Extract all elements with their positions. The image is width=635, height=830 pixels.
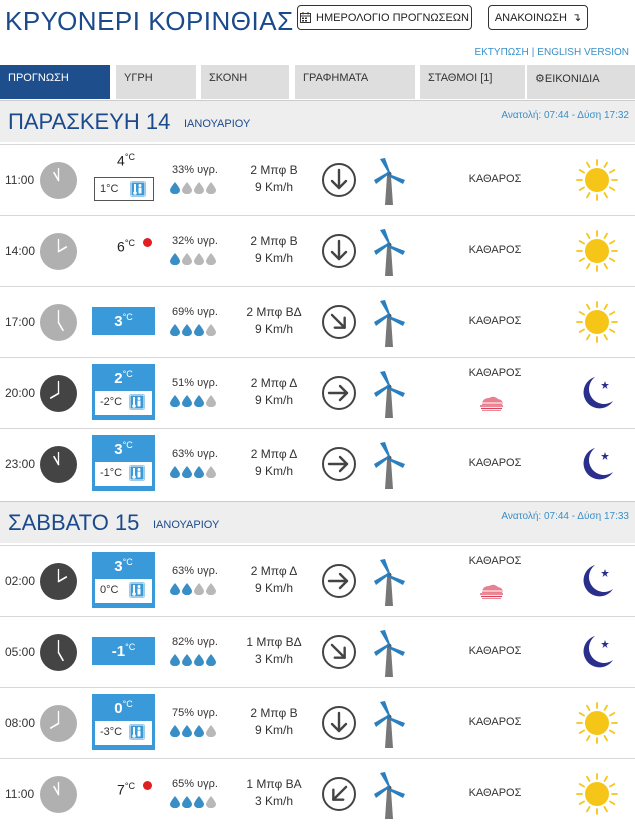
main-tabs — [0, 65, 635, 99]
water-drop-icon — [170, 252, 180, 270]
feels-like-value: -3°C — [100, 726, 123, 738]
temperature — [92, 637, 155, 665]
temperature-unit: °C — [122, 557, 133, 567]
wind-turbine-icon — [372, 158, 406, 206]
clock-icon — [40, 776, 77, 813]
sunrise-sunset: Ανατολή: 07:44 - Δύση 17:32 — [501, 110, 629, 121]
water-drop-icon — [182, 181, 192, 199]
temperature-unit: °C — [125, 642, 136, 652]
wind-info — [236, 233, 312, 267]
wind-direction-arrow-icon — [321, 705, 357, 741]
humidity-label: 75% υγρ. — [172, 707, 218, 719]
wind-speed: 9 Km/h — [254, 581, 293, 595]
water-drop-icon — [170, 582, 180, 600]
forecast-time: 11:00 — [5, 787, 35, 801]
temperature — [92, 552, 155, 580]
wind-turbine-icon — [372, 701, 406, 749]
gear-icon: ⚙ — [535, 73, 545, 85]
forecast-time: 08:00 — [5, 716, 36, 730]
water-drop-icon — [182, 653, 192, 671]
wind-turbine-icon — [372, 371, 406, 419]
feels-like-box — [95, 721, 152, 745]
tab-icons[interactable] — [527, 65, 635, 99]
forecast-time: 05:00 — [5, 645, 36, 659]
humidity-drops — [170, 653, 216, 671]
water-drop-icon — [194, 252, 204, 270]
water-drop-icon — [206, 252, 216, 270]
wind-info — [236, 776, 312, 810]
humidity-drops — [170, 724, 216, 742]
feels-like-box — [95, 462, 152, 486]
wind-info — [236, 304, 312, 338]
temperature-unit: °C — [122, 440, 133, 450]
wind-turbine-icon — [372, 630, 406, 678]
humidity-label: 82% υγρ. — [172, 636, 218, 648]
temperature-unit: °C — [122, 369, 133, 379]
water-drop-icon — [206, 323, 216, 341]
humidity-drops — [170, 323, 216, 341]
forecast-row — [0, 144, 635, 215]
humidity-label: 33% υγρ. — [172, 164, 218, 176]
forecast-row — [0, 215, 635, 286]
wind-direction-arrow-icon — [321, 776, 357, 812]
clock-icon — [40, 446, 77, 483]
sky-description: ΚΑΘΑΡΟΣ — [468, 173, 522, 185]
temperature-unit: °C — [122, 312, 133, 322]
forecast-time: 23:00 — [5, 457, 36, 471]
water-drop-icon — [182, 795, 192, 813]
clock-icon — [40, 563, 77, 600]
temperature — [92, 435, 155, 463]
temperature-value: 3 — [114, 441, 123, 458]
wind-speed: 9 Km/h — [254, 464, 293, 478]
wind-turbine-icon — [372, 772, 406, 820]
page-title: ΚΡΥΟΝΕΡΙ ΚΟΡΙΝΘΙΑΣ — [5, 6, 294, 36]
haze-icon — [478, 583, 504, 599]
day-name: ΣΑΒΒΑΤΟ 15 — [8, 510, 140, 535]
wind-direction-arrow-icon — [321, 563, 357, 599]
water-drop-icon — [170, 653, 180, 671]
wind-info — [236, 446, 312, 480]
temperature-unit: °C — [124, 238, 135, 248]
water-drop-icon — [170, 465, 180, 483]
humidity-label: 63% υγρ. — [172, 565, 218, 577]
tab-stations[interactable]: ΣΤΑΘΜΟΙ [1] — [420, 65, 525, 99]
wind-beaufort: 2 Μπφ Β — [250, 706, 298, 720]
temperature-value: 3 — [114, 313, 123, 330]
water-drop-icon — [170, 795, 180, 813]
tab-charts[interactable]: ΓΡΑΦΗΜΑΤΑ — [295, 65, 415, 99]
humidity-drops — [170, 582, 216, 600]
tab-dust[interactable]: ΣΚΟΝΗ — [201, 65, 289, 99]
top-links — [474, 47, 629, 58]
feels-like-icon — [129, 394, 145, 410]
forecast-calendar-button[interactable] — [297, 5, 472, 30]
water-drop-icon — [182, 252, 192, 270]
water-drop-icon — [182, 724, 192, 742]
humidity-drops — [170, 181, 216, 199]
feels-like-icon — [130, 181, 146, 197]
day-month: ΙΑΝΟΥΑΡΙΟΥ — [153, 519, 220, 531]
wind-beaufort: 2 Μπφ ΒΔ — [246, 305, 302, 319]
clock-icon — [40, 304, 77, 341]
sun-icon — [575, 229, 619, 273]
forecast-time: 11:00 — [5, 173, 35, 187]
wind-speed: 9 Km/h — [254, 322, 293, 336]
water-drop-icon — [182, 394, 192, 412]
sky-description: ΚΑΘΑΡΟΣ — [468, 787, 522, 799]
day-header — [0, 501, 635, 543]
water-drop-icon — [206, 394, 216, 412]
forecast-row — [0, 286, 635, 357]
moon-icon — [575, 559, 619, 603]
wind-direction-arrow-icon — [321, 446, 357, 482]
water-drop-icon — [206, 795, 216, 813]
feels-like-box — [95, 391, 152, 415]
wind-direction-arrow-icon — [321, 162, 357, 198]
wind-beaufort: 2 Μπφ Δ — [250, 376, 298, 390]
wind-beaufort: 2 Μπφ Β — [250, 163, 298, 177]
water-drop-icon — [194, 394, 204, 412]
forecast-row — [0, 357, 635, 428]
humidity-drops — [170, 465, 216, 483]
water-drop-icon — [170, 394, 180, 412]
wind-direction-arrow-icon — [321, 233, 357, 269]
water-drop-icon — [170, 724, 180, 742]
temperature-unit: °C — [124, 152, 135, 162]
sun-icon — [575, 701, 619, 745]
clock-icon — [40, 705, 77, 742]
forecast-time: 02:00 — [5, 574, 36, 588]
wind-beaufort: 2 Μπφ Β — [250, 234, 298, 248]
water-drop-icon — [182, 582, 192, 600]
forecast-time: 14:00 — [5, 244, 36, 258]
water-drop-icon — [182, 323, 192, 341]
water-drop-icon — [206, 181, 216, 199]
sunrise-sunset: Ανατολή: 07:44 - Δύση 17:33 — [501, 511, 629, 522]
water-drop-icon — [194, 465, 204, 483]
wind-direction-arrow-icon — [321, 375, 357, 411]
day-name: ΠΑΡΑΣΚΕΥΗ 14 — [8, 109, 171, 134]
temperature — [92, 307, 155, 335]
moon-icon — [575, 442, 619, 486]
humidity-label: 69% υγρ. — [172, 306, 218, 318]
wind-speed: 9 Km/h — [254, 723, 293, 737]
forecast-row — [0, 616, 635, 687]
temperature — [92, 694, 155, 722]
day-header — [0, 100, 635, 142]
tab-icons-label: ΕΙΚΟΝΙΔΙΑ — [544, 73, 600, 85]
temperature-value: 4 — [117, 152, 125, 169]
wind-beaufort: 1 Μπφ ΒΔ — [246, 635, 302, 649]
feels-like-icon — [129, 724, 145, 740]
wind-speed: 9 Km/h — [254, 180, 293, 194]
day-month: ΙΑΝΟΥΑΡΙΟΥ — [184, 118, 251, 130]
wind-info — [236, 563, 312, 597]
alert-dot-icon — [143, 781, 152, 790]
feels-like-value: -1°C — [100, 467, 123, 479]
clock-icon — [40, 162, 77, 199]
wind-speed: 3 Km/h — [254, 794, 293, 808]
wind-beaufort: 2 Μπφ Δ — [250, 564, 298, 578]
temperature-value: 3 — [114, 558, 123, 575]
water-drop-icon — [182, 465, 192, 483]
sky-description: ΚΑΘΑΡΟΣ — [468, 645, 522, 657]
temperature — [96, 152, 156, 169]
tab-forecast[interactable]: ΠΡΟΓΝΩΣΗ — [0, 65, 110, 99]
feels-like-value: 0°C — [100, 584, 119, 596]
wind-info — [236, 634, 312, 668]
arrow-down-icon: ↴ — [571, 12, 582, 24]
humidity-label: 65% υγρ. — [172, 778, 218, 790]
clock-icon — [40, 375, 77, 412]
feels-like-value: -2°C — [100, 396, 123, 408]
feels-like-icon — [129, 582, 145, 598]
wind-turbine-icon — [372, 442, 406, 490]
temperature-unit: °C — [122, 699, 133, 709]
forecast-time: 20:00 — [5, 386, 36, 400]
humidity-label: 63% υγρ. — [172, 448, 218, 460]
water-drop-icon — [194, 653, 204, 671]
wind-direction-arrow-icon — [321, 304, 357, 340]
moon-icon — [575, 630, 619, 674]
wind-turbine-icon — [372, 559, 406, 607]
sky-description: ΚΑΘΑΡΟΣ — [468, 716, 522, 728]
temperature-value: 6 — [117, 238, 125, 255]
water-drop-icon — [194, 323, 204, 341]
humidity-drops — [170, 394, 216, 412]
forecast-time: 17:00 — [5, 315, 36, 329]
sun-icon — [575, 158, 619, 202]
english-version-link[interactable]: ENGLISH VERSION — [537, 47, 629, 58]
wind-speed: 9 Km/h — [254, 393, 293, 407]
water-drop-icon — [206, 465, 216, 483]
clock-icon — [40, 634, 77, 671]
water-drop-icon — [206, 724, 216, 742]
temperature-value: -1 — [111, 643, 126, 660]
humidity-drops — [170, 795, 216, 813]
wind-beaufort: 2 Μπφ Δ — [250, 447, 298, 461]
announcements-label: ΑΝΑΚΟΙΝΩΣΗ — [494, 11, 567, 24]
wind-info — [236, 375, 312, 409]
forecast-row — [0, 545, 635, 616]
forecast-row — [0, 687, 635, 758]
wind-turbine-icon — [372, 229, 406, 277]
print-link[interactable]: ΕΚΤΥΠΩΣΗ — [474, 47, 529, 58]
feels-like-value: 1°C — [100, 183, 119, 195]
tab-humidity[interactable]: ΥΓΡΗ — [116, 65, 196, 99]
wind-info — [236, 162, 312, 196]
water-drop-icon — [194, 181, 204, 199]
wind-beaufort: 1 Μπφ ΒΑ — [246, 777, 302, 791]
clock-icon — [40, 233, 77, 270]
temperature-unit: °C — [124, 781, 135, 791]
wind-turbine-icon — [372, 300, 406, 348]
feels-like-box — [95, 579, 152, 603]
humidity-drops — [170, 252, 216, 270]
humidity-label: 51% υγρ. — [172, 377, 218, 389]
sky-description: ΚΑΘΑΡΟΣ — [468, 555, 522, 567]
water-drop-icon — [194, 724, 204, 742]
sky-description: ΚΑΘΑΡΟΣ — [468, 367, 522, 379]
wind-speed: 9 Km/h — [254, 251, 293, 265]
water-drop-icon — [194, 582, 204, 600]
temperature-value: 0 — [114, 700, 123, 717]
alert-dot-icon — [143, 238, 152, 247]
humidity-label: 32% υγρ. — [172, 235, 218, 247]
water-drop-icon — [194, 795, 204, 813]
water-drop-icon — [170, 181, 180, 199]
wind-direction-arrow-icon — [321, 634, 357, 670]
temperature — [92, 364, 155, 392]
haze-icon — [478, 395, 504, 411]
sun-icon — [575, 300, 619, 344]
temperature-value: 2 — [114, 370, 123, 387]
water-drop-icon — [206, 582, 216, 600]
forecast-calendar-label: ΗΜΕΡΟΛΟΓΙΟ ΠΡΟΓΝΩΣΕΩΝ — [316, 11, 469, 24]
link-separator: | — [531, 47, 535, 58]
sun-icon — [575, 772, 619, 816]
water-drop-icon — [170, 323, 180, 341]
moon-icon — [575, 371, 619, 415]
forecast-row — [0, 428, 635, 499]
water-drop-icon — [206, 653, 216, 671]
temperature-value: 7 — [117, 781, 125, 798]
wind-speed: 3 Km/h — [254, 652, 293, 666]
sky-description: ΚΑΘΑΡΟΣ — [468, 315, 522, 327]
wind-info — [236, 705, 312, 739]
forecast-row — [0, 758, 635, 829]
sky-description: ΚΑΘΑΡΟΣ — [468, 244, 522, 256]
sky-description: ΚΑΘΑΡΟΣ — [468, 457, 522, 469]
announcements-button[interactable] — [488, 5, 588, 30]
feels-like-box — [94, 177, 154, 201]
calendar-icon — [300, 12, 311, 23]
feels-like-icon — [129, 465, 145, 481]
